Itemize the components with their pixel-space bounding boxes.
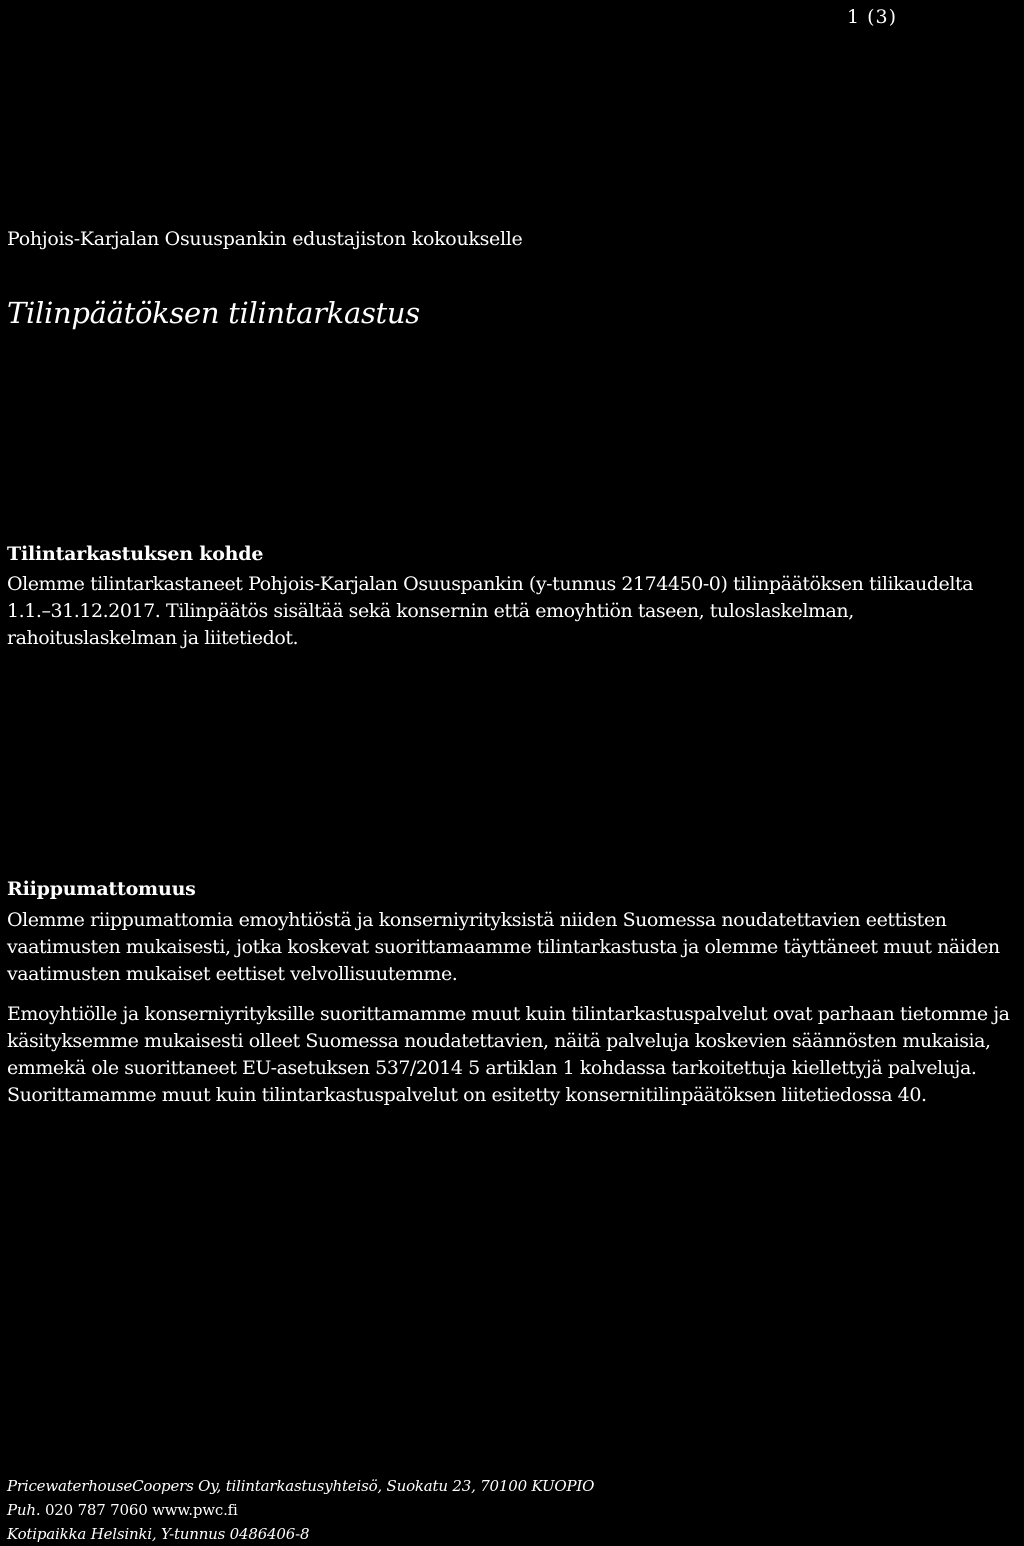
section-paragraph: Olemme tilintarkastaneet Pohjois-Karjalan Osuuspankin (y-tunnus 2174450-0) tilinpäätöksen tilikaudelta 1.1.–31.12.2017. Tilinpäätös sisältää sekä konsernin että emoyhtiön taseen, tuloslaskelman, rahoituslaskelman ja liitetiedot. — [7, 573, 974, 649]
footer-domicile: Kotipaikka Helsinki, Y-tunnus 0486406-8 — [7, 1525, 310, 1543]
section-paragraph: Emoyhtiölle ja konserniyrityksille suorittamamme muut kuin tilintarkastuspalvelut ovat parhaan tietomme ja käsityksemme mukaisesti olleet Suomessa noudatettavien, näitä palveluja koskevien säännösten mukaisia, emmekä ole suorittaneet EU-asetuksen 537/2014 5 artiklan 1 kohdassa tarkoitettuja kiellettyjä palveluja. Suorittamamme muut kuin tilintarkastuspalvelut on esitetty konsernitilinpäätöksen liitetiedossa 40. — [7, 1003, 1010, 1106]
footer-phone-label: Puh. — [7, 1501, 41, 1519]
footer-company: PricewaterhouseCoopers Oy, tilintarkastusyhteisö, Suokatu 23, 70100 KUOPIO — [7, 1477, 595, 1495]
section-paragraph: Olemme riippumattomia emoyhtiöstä ja konserniyrityksistä niiden Suomessa noudatettavien eettisten vaatimusten mukaisesti, jotka koskevat suorittamaamme tilintarkastusta ja olemme täyttäneet muut näiden vaatimusten mukaiset eettiset velvollisuutemme. — [7, 909, 1000, 985]
footer-website[interactable]: www.pwc.fi — [152, 1501, 238, 1519]
footer-phone: 020 787 7060 — [44, 1501, 148, 1519]
footer-contact — [7, 1498, 238, 1522]
section-heading: Riippumattomuus — [7, 878, 196, 900]
document-title: Tilinpäätöksen tilintarkastus — [7, 296, 420, 330]
page-number: 1 (3) — [847, 6, 898, 28]
section-heading: Tilintarkastuksen kohde — [7, 543, 264, 565]
addressee: Pohjois-Karjalan Osuuspankin edustajiston kokoukselle — [7, 228, 523, 250]
